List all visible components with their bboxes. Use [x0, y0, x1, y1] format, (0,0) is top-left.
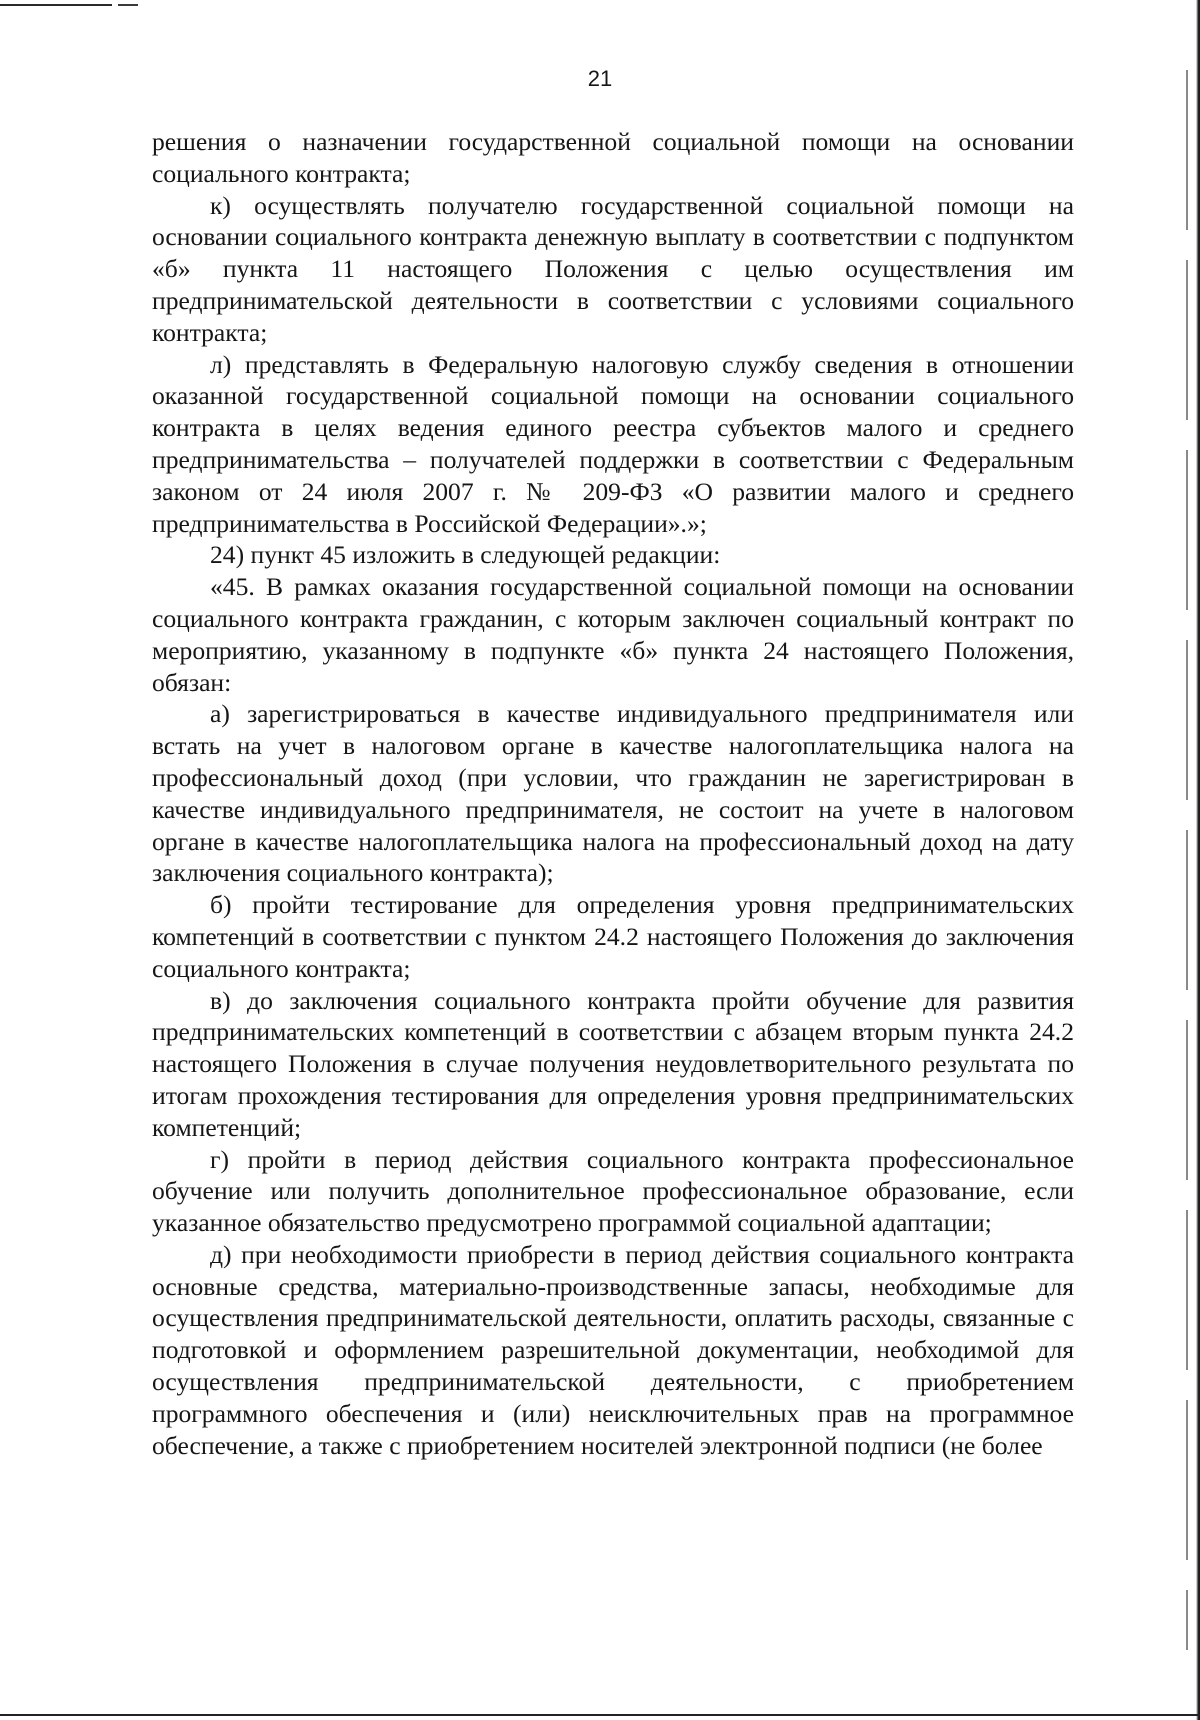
- scan-edge-right: [1196, 0, 1200, 1720]
- paragraph-item-a: а) зарегистрироваться в качестве индивидуального предпринимателя или встать на учет в налоговом органе в качестве налогоплательщика налога на профессиональный доход (при условии, что гражданин не зарегистрирован в качестве индивидуального предпринимателя, не состоит на учете в налоговом органе в качестве налогоплательщика налога на профессиональный доход на дату заключения социального контракта);: [152, 699, 1074, 888]
- scan-edge-top: [0, 4, 112, 6]
- paragraph-amendment-24: 24) пункт 45 изложить в следующей редакции:: [210, 540, 721, 570]
- scan-edge-bottom: [0, 1714, 1200, 1716]
- scan-edge-top-mark: [118, 4, 138, 6]
- document-body: [152, 126, 1074, 1461]
- paragraph-item-l: л) представлять в Федеральную налоговую службу сведения в отношении оказанной государственной социальной помощи на основании социального контракта в целях ведения единого реестра субъектов малого и среднего предпринимательства – получателей поддержки в соответствии с Федеральным законом от 24 июля 2007 г. № 209-ФЗ «О развитии малого и среднего предпринимательства в Российской Федерации».»;: [152, 349, 1074, 538]
- paragraph-item-b: б) пройти тестирование для определения уровня предпринимательских компетенций в соответствии с пунктом 24.2 настоящего Положения до заключения социального контракта;: [152, 890, 1074, 983]
- paragraph-item-d: д) при необходимости приобрести в период действия социального контракта основные средства, материально-производственные запасы, необходимые для осуществления предпринимательской деятельности, оплатить расходы, связанные с подготовкой и оформлением разрешительной документации, необходимой для осуществления предпринимательской деятельности, с приобретением программного обеспечения и (или) неисключительных прав на программное обеспечение, а также с приобретением носителей электронной подписи (не более: [152, 1239, 1074, 1460]
- paragraph-item-v: в) до заключения социального контракта пройти обучение для развития предпринимательских компетенций в соответствии с абзацем вторым пункта 24.2 настоящего Положения в случае получения неудовлетворительного результата по итогам прохождения тестирования для определения уровня предпринимательских компетенций;: [152, 985, 1074, 1142]
- paragraph-point-45: «45. В рамках оказания государственной социальной помощи на основании социального контракта гражданин, с которым заключен социальный контракт по мероприятию, указанному в подпункте «б» пункта 24 настоящего Положения, обязан:: [152, 572, 1074, 697]
- page-number: 21: [587, 66, 613, 91]
- paragraph-continuation: решения о назначении государственной социальной помощи на основании социального контракта;: [152, 127, 1074, 188]
- paragraph-item-g: г) пройти в период действия социального контракта профессиональное обучение или получить дополнительное профессиональное образование, если указанное обязательство предусмотрено программой социальной адаптации;: [152, 1144, 1074, 1238]
- paragraph-item-k: к) осуществлять получателю государственной социальной помощи на основании социального контракта денежную выплату в соответствии с подпунктом «б» пункта 11 настоящего Положения с целью осуществления им предпринимательской деятельности в соответствии с условиями социального контракта;: [152, 190, 1074, 347]
- scan-edge-right-inner: [1186, 70, 1188, 1650]
